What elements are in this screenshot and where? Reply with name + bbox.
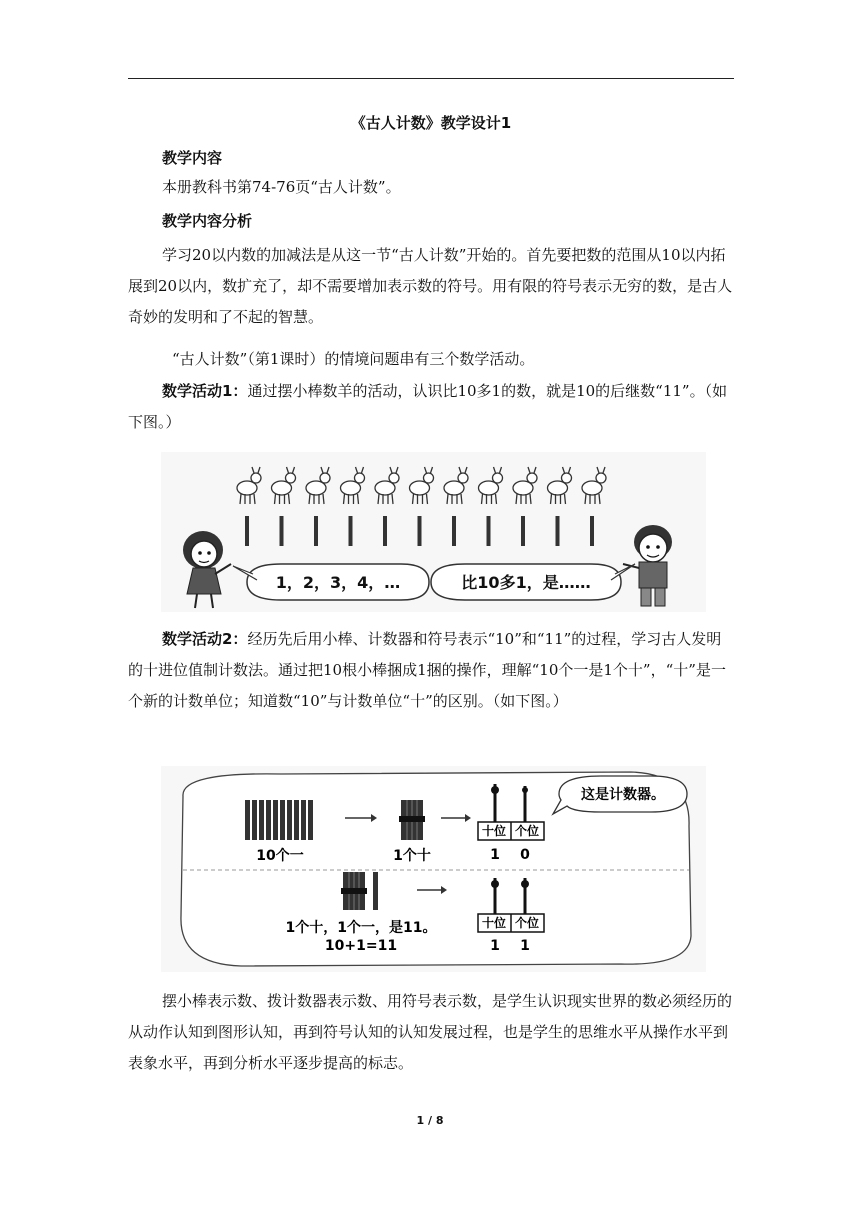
figure-goats-sticks <box>161 452 706 612</box>
caption-one-ten: 1个十 <box>393 848 431 864</box>
stick <box>266 800 271 840</box>
caption-ten-ones: 10个一 <box>256 848 304 864</box>
activity2-label: 数学活动2： <box>162 630 248 648</box>
ones-place-label: 个位 <box>514 916 540 930</box>
stick <box>308 800 313 840</box>
conclusion-paragraph: 摆小棒表示数、拨计数器表示数、用符号表示数，是学生认识现实世界的数必须经历的从动作认知到图形认知，再到符号认知的认知发展过程，也是学生的思维水平从操作水平到表象水平，再到分析水平逐步提高的标志。 <box>128 992 733 1072</box>
speech-text: 这是计数器。 <box>581 787 665 803</box>
activity1-paragraph <box>128 376 734 438</box>
bubble-right-text: 比10多1，是…… <box>461 573 591 592</box>
stick <box>294 800 299 840</box>
stick <box>521 516 525 546</box>
digit-ones-top: 0 <box>520 847 530 863</box>
stick <box>252 800 257 840</box>
speech-bubble <box>553 776 687 814</box>
equation: 10+1=11 <box>324 938 398 954</box>
activity2-text: 经历先后用小棒、计数器和符号表示“10”和“11”的过程，学习古人发明的十进位值制计数法。通过把10根小棒捆成1捆的操作，理解“10个一是1个十”，“十”是一个新的计数单位；知道数“10”与计数单位“十”的区别。（如下图。） <box>128 630 726 710</box>
document-title: 《古人计数》教学设计1 <box>350 114 512 132</box>
stick <box>273 800 278 840</box>
stick-bundle <box>399 800 425 840</box>
bubble-left <box>233 564 429 600</box>
stick <box>259 800 264 840</box>
digit-tens-top: 1 <box>490 847 500 863</box>
activity1-text: 通过摆小棒数羊的活动，认识比10多1的数，就是10的后继数“11”。（如下图。） <box>128 382 728 431</box>
teaching-content-text: 本册教科书第74-76页“古人计数”。 <box>162 178 401 196</box>
activity1-label: 数学活动1： <box>162 382 248 400</box>
page-number: 1 / 8 <box>416 1114 444 1127</box>
stick <box>301 800 306 840</box>
digit-tens-bottom: 1 <box>490 938 500 954</box>
stick <box>590 516 594 546</box>
stick <box>280 516 284 546</box>
tens-place-label: 十位 <box>481 916 507 930</box>
stick <box>287 800 292 840</box>
stick <box>487 516 491 546</box>
stick <box>245 800 250 840</box>
stick <box>280 800 285 840</box>
ones-place-label: 个位 <box>514 824 540 838</box>
heading-teaching-content: 教学内容 <box>162 149 223 167</box>
bubble-left-text: 1，2，3，4，… <box>275 573 401 592</box>
stick <box>245 516 249 546</box>
digit-ones-bottom: 1 <box>520 938 530 954</box>
figure-counter <box>161 766 706 972</box>
stick <box>556 516 560 546</box>
stick <box>452 516 456 546</box>
stick <box>418 516 422 546</box>
heading-content-analysis: 教学内容分析 <box>162 212 253 230</box>
caption-eleven: 1个十，1个一，是11。 <box>285 920 437 936</box>
tens-place-label: 十位 <box>481 824 507 838</box>
bubble-right <box>431 564 635 600</box>
stick <box>314 516 318 546</box>
analysis-paragraph: 学习20以内数的加减法是从这一节“古人计数”开始的。首先要把数的范围从10以内拓展到20以内，数扩充了，却不需要增加表示数的符号。用有限的符号表示无穷的数，是古人奇妙的发明和了不起的智慧。 <box>128 246 733 326</box>
header-rule <box>128 78 734 79</box>
activity2-paragraph <box>128 624 734 717</box>
activities-intro: “古人计数”（第1课时）的情境问题串有三个数学活动。 <box>172 350 535 368</box>
stick <box>383 516 387 546</box>
stick <box>349 516 353 546</box>
